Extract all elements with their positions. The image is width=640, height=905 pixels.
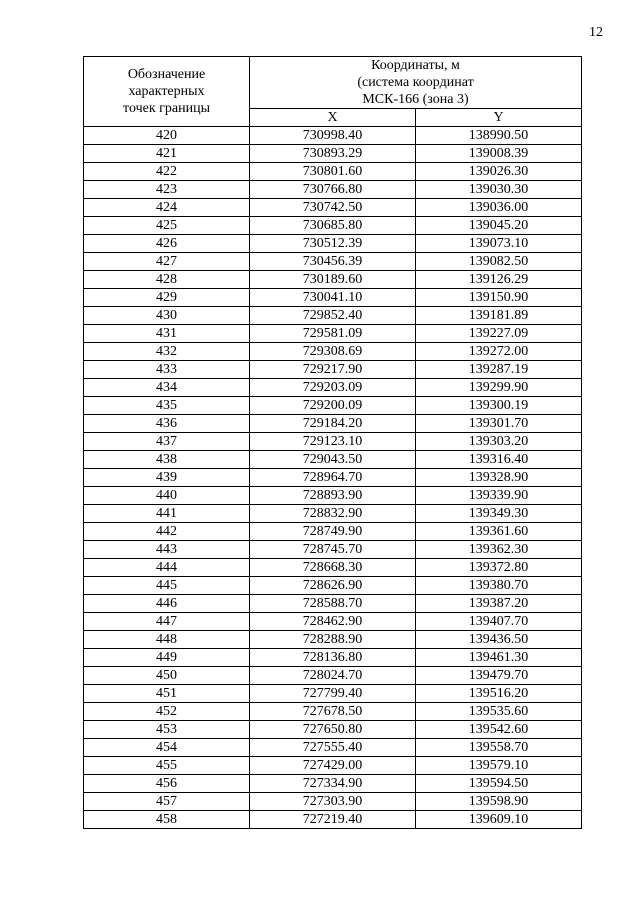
table-row bbox=[84, 469, 582, 487]
cell-y: 139301.70 bbox=[416, 415, 582, 433]
cell-x: 730512.39 bbox=[250, 235, 416, 253]
table-row bbox=[84, 397, 582, 415]
cell-y: 139387.20 bbox=[416, 595, 582, 613]
cell-y: 139436.50 bbox=[416, 631, 582, 649]
cell-x: 728893.90 bbox=[250, 487, 416, 505]
table-row bbox=[84, 487, 582, 505]
cell-y: 139045.20 bbox=[416, 217, 582, 235]
header-point-line: Обозначение bbox=[127, 67, 206, 82]
cell-point: 435 bbox=[84, 397, 250, 415]
cell-y: 139181.89 bbox=[416, 307, 582, 325]
table-row bbox=[84, 235, 582, 253]
cell-point: 428 bbox=[84, 271, 250, 289]
cell-y: 139073.10 bbox=[416, 235, 582, 253]
cell-point: 431 bbox=[84, 325, 250, 343]
table-row bbox=[84, 127, 582, 145]
header-row bbox=[84, 57, 582, 109]
cell-point: 451 bbox=[84, 685, 250, 703]
cell-x: 729184.20 bbox=[250, 415, 416, 433]
cell-point: 458 bbox=[84, 811, 250, 829]
cell-x: 727219.40 bbox=[250, 811, 416, 829]
cell-x: 727429.00 bbox=[250, 757, 416, 775]
cell-y: 139299.90 bbox=[416, 379, 582, 397]
cell-y: 139609.10 bbox=[416, 811, 582, 829]
cell-point: 437 bbox=[84, 433, 250, 451]
cell-point: 433 bbox=[84, 361, 250, 379]
cell-point: 423 bbox=[84, 181, 250, 199]
cell-point: 421 bbox=[84, 145, 250, 163]
cell-point: 420 bbox=[84, 127, 250, 145]
cell-x: 727650.80 bbox=[250, 721, 416, 739]
table-row bbox=[84, 757, 582, 775]
table-row bbox=[84, 811, 582, 829]
table-row bbox=[84, 217, 582, 235]
header-coords-line: (система координат bbox=[357, 75, 474, 90]
cell-x: 729203.09 bbox=[250, 379, 416, 397]
table-row bbox=[84, 667, 582, 685]
cell-y: 139339.90 bbox=[416, 487, 582, 505]
cell-point: 425 bbox=[84, 217, 250, 235]
table-row bbox=[84, 631, 582, 649]
cell-x: 727799.40 bbox=[250, 685, 416, 703]
cell-x: 728626.90 bbox=[250, 577, 416, 595]
cell-y: 139316.40 bbox=[416, 451, 582, 469]
cell-x: 728745.70 bbox=[250, 541, 416, 559]
cell-y: 139380.70 bbox=[416, 577, 582, 595]
cell-y: 139516.20 bbox=[416, 685, 582, 703]
cell-x: 727303.90 bbox=[250, 793, 416, 811]
cell-point: 448 bbox=[84, 631, 250, 649]
cell-x: 729852.40 bbox=[250, 307, 416, 325]
cell-point: 454 bbox=[84, 739, 250, 757]
cell-x: 729217.90 bbox=[250, 361, 416, 379]
table-row bbox=[84, 721, 582, 739]
cell-y: 138990.50 bbox=[416, 127, 582, 145]
table-row bbox=[84, 703, 582, 721]
cell-x: 727678.50 bbox=[250, 703, 416, 721]
cell-x: 730766.80 bbox=[250, 181, 416, 199]
cell-y: 139008.39 bbox=[416, 145, 582, 163]
cell-point: 444 bbox=[84, 559, 250, 577]
cell-x: 729581.09 bbox=[250, 325, 416, 343]
header-coords-line: МСК-166 (зона 3) bbox=[362, 92, 469, 107]
cell-y: 139287.19 bbox=[416, 361, 582, 379]
cell-x: 729043.50 bbox=[250, 451, 416, 469]
cell-x: 730041.10 bbox=[250, 289, 416, 307]
cell-y: 139300.19 bbox=[416, 397, 582, 415]
coordinates-table bbox=[83, 56, 582, 829]
cell-y: 139036.00 bbox=[416, 199, 582, 217]
cell-x: 729200.09 bbox=[250, 397, 416, 415]
cell-point: 426 bbox=[84, 235, 250, 253]
table-row bbox=[84, 451, 582, 469]
cell-point: 445 bbox=[84, 577, 250, 595]
cell-y: 139361.60 bbox=[416, 523, 582, 541]
cell-x: 727334.90 bbox=[250, 775, 416, 793]
cell-x: 730998.40 bbox=[250, 127, 416, 145]
cell-x: 730893.29 bbox=[250, 145, 416, 163]
cell-y: 139461.30 bbox=[416, 649, 582, 667]
cell-y: 139303.20 bbox=[416, 433, 582, 451]
table-row bbox=[84, 523, 582, 541]
table-row bbox=[84, 181, 582, 199]
cell-point: 452 bbox=[84, 703, 250, 721]
table-row bbox=[84, 793, 582, 811]
table-header bbox=[84, 57, 582, 127]
cell-y: 139579.10 bbox=[416, 757, 582, 775]
cell-y: 139407.70 bbox=[416, 613, 582, 631]
cell-x: 728288.90 bbox=[250, 631, 416, 649]
table-body bbox=[84, 127, 582, 829]
cell-y: 139349.30 bbox=[416, 505, 582, 523]
table-row bbox=[84, 343, 582, 361]
cell-point: 438 bbox=[84, 451, 250, 469]
cell-x: 728588.70 bbox=[250, 595, 416, 613]
cell-y: 139372.80 bbox=[416, 559, 582, 577]
cell-y: 139227.09 bbox=[416, 325, 582, 343]
cell-y: 139030.30 bbox=[416, 181, 582, 199]
cell-x: 729308.69 bbox=[250, 343, 416, 361]
cell-point: 439 bbox=[84, 469, 250, 487]
cell-x: 728136.80 bbox=[250, 649, 416, 667]
cell-y: 139479.70 bbox=[416, 667, 582, 685]
cell-x: 727555.40 bbox=[250, 739, 416, 757]
cell-x: 729123.10 bbox=[250, 433, 416, 451]
table-row bbox=[84, 739, 582, 757]
header-coordinates bbox=[250, 57, 582, 109]
cell-x: 730685.80 bbox=[250, 217, 416, 235]
cell-point: 424 bbox=[84, 199, 250, 217]
table-row bbox=[84, 775, 582, 793]
table-row bbox=[84, 163, 582, 181]
table-row bbox=[84, 577, 582, 595]
cell-y: 139328.90 bbox=[416, 469, 582, 487]
table-row bbox=[84, 685, 582, 703]
table-row bbox=[84, 325, 582, 343]
cell-x: 730456.39 bbox=[250, 253, 416, 271]
cell-y: 139535.60 bbox=[416, 703, 582, 721]
table-row bbox=[84, 505, 582, 523]
cell-point: 442 bbox=[84, 523, 250, 541]
cell-point: 457 bbox=[84, 793, 250, 811]
cell-y: 139150.90 bbox=[416, 289, 582, 307]
table-row bbox=[84, 253, 582, 271]
cell-y: 139362.30 bbox=[416, 541, 582, 559]
cell-point: 455 bbox=[84, 757, 250, 775]
cell-y: 139026.30 bbox=[416, 163, 582, 181]
header-point-line: характерных bbox=[128, 84, 205, 99]
cell-point: 456 bbox=[84, 775, 250, 793]
header-point-line: точек границы bbox=[123, 101, 210, 116]
cell-point: 427 bbox=[84, 253, 250, 271]
cell-y: 139598.90 bbox=[416, 793, 582, 811]
table-row bbox=[84, 199, 582, 217]
table-row bbox=[84, 595, 582, 613]
cell-point: 447 bbox=[84, 613, 250, 631]
table-row bbox=[84, 541, 582, 559]
header-x: X bbox=[250, 109, 416, 127]
table-row bbox=[84, 649, 582, 667]
table-row bbox=[84, 361, 582, 379]
cell-x: 728668.30 bbox=[250, 559, 416, 577]
cell-x: 728832.90 bbox=[250, 505, 416, 523]
header-point-designation bbox=[84, 57, 250, 127]
table-row bbox=[84, 379, 582, 397]
cell-y: 139542.60 bbox=[416, 721, 582, 739]
cell-x: 728749.90 bbox=[250, 523, 416, 541]
cell-x: 730742.50 bbox=[250, 199, 416, 217]
cell-y: 139126.29 bbox=[416, 271, 582, 289]
cell-y: 139082.50 bbox=[416, 253, 582, 271]
table-row bbox=[84, 415, 582, 433]
cell-point: 446 bbox=[84, 595, 250, 613]
cell-y: 139558.70 bbox=[416, 739, 582, 757]
cell-x: 728964.70 bbox=[250, 469, 416, 487]
cell-point: 434 bbox=[84, 379, 250, 397]
cell-point: 436 bbox=[84, 415, 250, 433]
cell-x: 728462.90 bbox=[250, 613, 416, 631]
table-row bbox=[84, 145, 582, 163]
cell-point: 453 bbox=[84, 721, 250, 739]
header-y: Y bbox=[416, 109, 582, 127]
cell-point: 430 bbox=[84, 307, 250, 325]
page-number: 12 bbox=[589, 25, 603, 40]
cell-x: 730189.60 bbox=[250, 271, 416, 289]
table-row bbox=[84, 613, 582, 631]
cell-point: 449 bbox=[84, 649, 250, 667]
table-row bbox=[84, 271, 582, 289]
cell-y: 139594.50 bbox=[416, 775, 582, 793]
cell-point: 450 bbox=[84, 667, 250, 685]
cell-point: 441 bbox=[84, 505, 250, 523]
cell-point: 440 bbox=[84, 487, 250, 505]
cell-y: 139272.00 bbox=[416, 343, 582, 361]
header-coords-line: Координаты, м bbox=[371, 58, 460, 73]
cell-x: 730801.60 bbox=[250, 163, 416, 181]
cell-point: 429 bbox=[84, 289, 250, 307]
cell-x: 728024.70 bbox=[250, 667, 416, 685]
cell-point: 432 bbox=[84, 343, 250, 361]
cell-point: 422 bbox=[84, 163, 250, 181]
table-row bbox=[84, 307, 582, 325]
cell-point: 443 bbox=[84, 541, 250, 559]
table-row bbox=[84, 559, 582, 577]
table-row bbox=[84, 289, 582, 307]
table-row bbox=[84, 433, 582, 451]
